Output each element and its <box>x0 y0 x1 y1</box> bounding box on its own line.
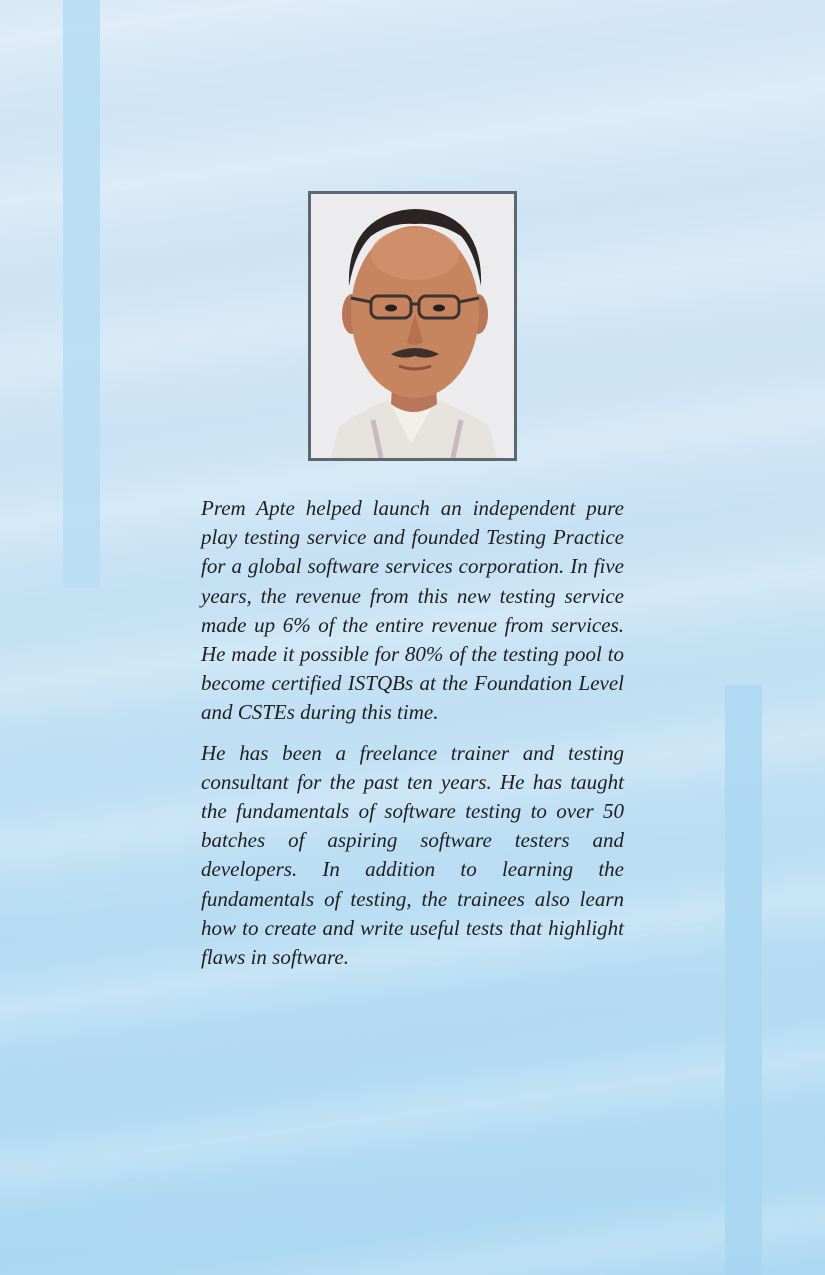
decorative-stripe-left <box>63 0 100 588</box>
author-bio <box>201 494 624 983</box>
author-portrait-image <box>311 194 514 458</box>
decorative-stripe-right <box>725 685 762 1275</box>
author-photo <box>308 191 517 461</box>
bio-paragraph-1: Prem Apte helped launch an independent pure play testing service and founded Testing Practice for a global software services corporation. In five years, the revenue from this new testing service made up 6% of the entire revenue from services. He made it possible for 80% of the testing pool to become certified ISTQBs at the Foundation Level and CSTEs during this time. <box>201 496 624 725</box>
bio-paragraph-2: He has been a freelance trainer and testing consultant for the past ten years. He has taught the fundamentals of software testing to over 50 batches of aspiring software testers and developers. In addition to learning the fundamentals of testing, the trainees also learn how to create and write useful tests that highlight flaws in software. <box>201 740 624 970</box>
